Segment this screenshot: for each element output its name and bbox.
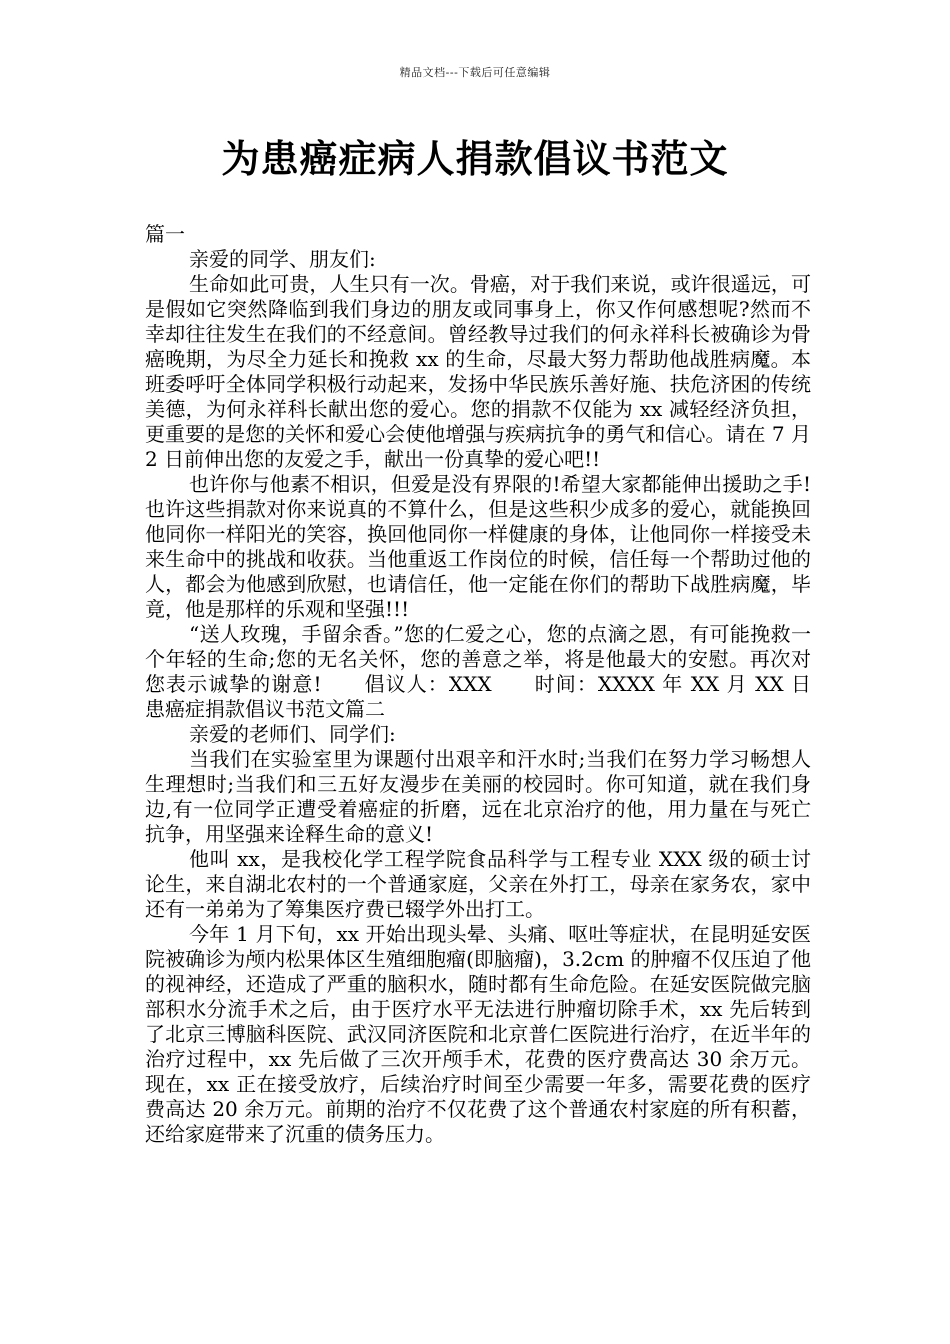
body-paragraph: 当我们在实验室里为课题付出艰辛和汗水时;当我们在努力学习畅想人生理想时;当我们和三五好友漫步在美丽的校园时。你可知道，就在我们身边,有一位同学正遭受着癌症的折磨，远在北京治疗的他，用力量在与死亡抗争，用坚强来诠释生命的意义!: [145, 747, 811, 846]
document-title: 为患癌症病人捐款倡议书范文: [221, 137, 729, 181]
body-paragraph: 生命如此可贵，人生只有一次。骨癌，对于我们来说，或许很遥远，可是假如它突然降临到我们身边的朋友或同事身上，你又作何感想呢?然而不幸却往往发生在我们的不经意间。曾经教导过我们的何永祥科长被确诊为骨癌晚期，为尽全力延长和挽救 xx 的生命，尽最大努力帮助他战胜病魔。本班委呼吁全体同学积极行动起来，发扬中华民族乐善好施、扶危济困的传统美德，为何永祥科长献出您的爱心。您的捐款不仅能为 xx 减轻经济负担，更重要的是您的关怀和爱心会使他增强与疾病抗争的勇气和信心。请在 7 月 2 日前伸出您的友爱之手，献出一份真挚的爱心吧!!: [145, 272, 811, 471]
header-note: 精品文档---下载后可任意编辑: [399, 66, 551, 79]
salutation-paragraph: 亲爱的老师们、同学们:: [189, 722, 396, 746]
salutation-paragraph: 亲爱的同学、朋友们:: [189, 247, 376, 271]
body-paragraph: “送人玫瑰，手留余香。”您的仁爱之心，您的点滴之恩，有可能挽救一个年轻的生命;您的无名关怀，您的善意之举，将是他最大的安慰。再次对您表示诚挚的谢意! 倡议人：XXX 时间：XXXX 年 XX 月 XX 日 患癌症捐款倡议书范文篇二: [145, 622, 851, 721]
document-body: [145, 222, 851, 1147]
body-paragraph: 也许你与他素不相识，但爱是没有界限的!希望大家都能伸出援助之手!也许这些捐款对你来说真的不算什么，但是这些积少成多的爱心，就能换回他同你一样阳光的笑容，换回他同你一样健康的身体，让他同你一样接受未来生命中的挑战和收获。当他重返工作岗位的时候，信任每一个帮助过他的人，都会为他感到欣慰，也请信任，他一定能在你们的帮助下战胜病魔，毕竟，他是那样的乐观和坚强!!!: [145, 472, 811, 621]
body-paragraph: 今年 1 月下旬，xx 开始出现头晕、头痛、呕吐等症状，在昆明延安医院被确诊为颅内松果体区生殖细胞瘤(即脑瘤)，3.2cm 的肿瘤不仅压迫了他的视神经，还造成了严重的脑积水，随时都有生命危险。在延安医院做完脑部积水分流手术之后，由于医疗水平无法进行肿瘤切除手术，xx 先后转到了北京三博脑科医院、武汉同济医院和北京普仁医院进行治疗，在近半年的治疗过程中，xx 先后做了三次开颅手术，花费的医疗费高达 30 余万元。现在，xx 正在接受放疗，后续治疗时间至少需要一年多，需要花费的医疗费高达 20 余万元。前期的治疗不仅花费了这个普通农村家庭的所有积蓄，还给家庭带来了沉重的债务压力。: [145, 922, 811, 1146]
section-label: 篇一: [145, 222, 185, 246]
body-paragraph: 他叫 xx，是我校化学工程学院食品科学与工程专业 XXX 级的硕士讨论生，来自湖北农村的一个普通家庭，父亲在外打工，母亲在家务农，家中还有一弟弟为了筹集医疗费已辍学外出打工。: [145, 847, 811, 921]
